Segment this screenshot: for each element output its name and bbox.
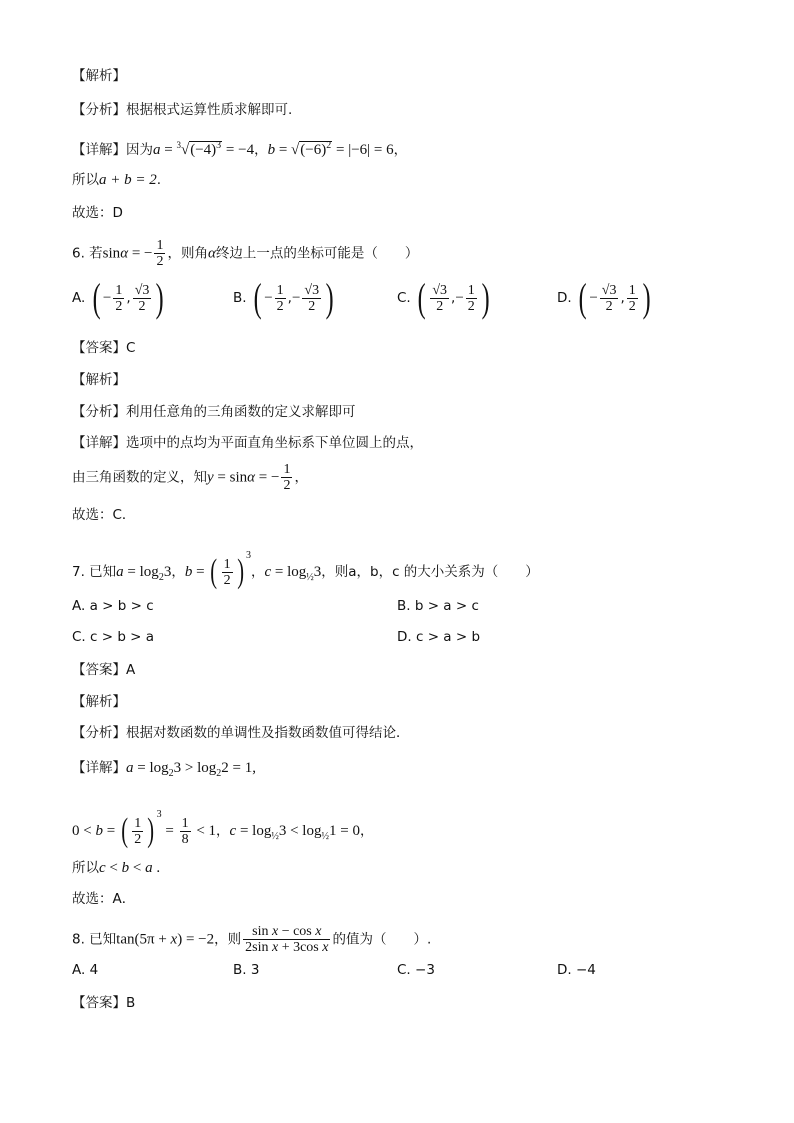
- q8-option-b: B. 3: [233, 962, 260, 978]
- detail-text-q7: 【详解】$a = \log_23 > \log_22 = 1$,: [72, 760, 256, 779]
- q8-prefix: 8. 已知: [72, 931, 117, 948]
- derivation-prefix: 由三角函数的定义，知: [72, 469, 207, 486]
- q7-option-c: C. c > b > a: [72, 629, 155, 645]
- detail-inequality-q7: 0 < b = ( $\frac{1}{2}$ ) $^3$ = $\frac{1}{8}$ < 1，$c = \log_{\frac{1}{2}}3 < \log_{\frac{1}{2}}1 = 0$，: [72, 809, 374, 849]
- question-6: 6. 若sinα = − $\frac{1}{2}$ ，则角α终边上一点的坐标可能是（ ）: [72, 238, 419, 269]
- detail-text-q5: 【详解】因为$a = ^3√(-4)^3 = -4$，$b = √(-6)^2 = |-6| = 6$，: [72, 140, 408, 158]
- detail-text-q6: 【详解】选项中的点均为平面直角坐标系下单位圆上的点，: [72, 435, 423, 451]
- q8-option-d: D. −4: [557, 962, 596, 978]
- question-7: 7. 已知$a = \log_23$，b = ( $\frac{1}{2}$ ) $^3$，$c = \log_{\frac{1}{2}}3$，则a，b，c 的大小关系为（ ）: [72, 550, 539, 590]
- q7-prefix: 7. 已知: [72, 564, 117, 580]
- q7-post: ，则a，b，c 的大小关系为（ ）: [321, 564, 539, 580]
- q6-post: 终边上一点的坐标可能是（ ）: [215, 245, 419, 262]
- analysis-text-q5: 【分析】根据根式运算性质求解即可.: [72, 102, 293, 118]
- section-label-analysis-q7: 【解析】: [72, 694, 126, 710]
- q7-option-d: D. c > a > b: [397, 629, 481, 645]
- answer-q8: 【答案】B: [72, 995, 136, 1011]
- conclusion-q7: 所以c < b < a .: [72, 860, 161, 876]
- q6-mid: ，则角: [167, 245, 208, 262]
- analysis-text-q6: 【分析】利用任意角的三角函数的定义求解即可: [72, 404, 356, 420]
- conclusion-q7-prefix: 所以: [72, 860, 99, 876]
- conclusion-post: .: [156, 172, 162, 188]
- conclusion-q5: [72, 170, 161, 190]
- section-label-analysis-q6: 【解析】: [72, 372, 126, 388]
- detail-math: a: [153, 142, 161, 158]
- q7-option-a: A. a > b > c: [72, 598, 154, 614]
- choice-q5: 故选：D: [72, 205, 123, 221]
- detail-q7-prefix: 【详解】: [72, 760, 126, 776]
- q6-option-b: B. ( − $\frac{1}{2}$ ,− $\frac{√3}{2}$ ): [233, 275, 334, 320]
- question-8: 8. 已知tan(5π + x) = −2，则 $\frac{\text{sin x − cos x}}{\text{2sin x + 3cos x}}$ 的值为（ ）.: [72, 924, 432, 955]
- q8-option-c: C. −3: [397, 962, 435, 978]
- q6-option-a: A. ( − $\frac{1}{2}$ , $\frac{√3}{2}$ ): [72, 275, 165, 320]
- section-label-analysis: 【解析】: [72, 68, 126, 84]
- conclusion-prefix: 所以: [72, 172, 99, 188]
- q6-prefix: 6. 若: [72, 245, 103, 262]
- answer-q7: 【答案】A: [72, 662, 136, 678]
- q6-option-c: C. ( $\frac{√3}{2}$ ,− $\frac{1}{2}$ ): [397, 275, 490, 320]
- conclusion-math: a + b = 2: [99, 172, 157, 188]
- q7-option-b: B. b > a > c: [397, 598, 479, 614]
- choice-q7: 故选：A．: [72, 891, 136, 907]
- choice-q6: 故选：C．: [72, 507, 136, 523]
- q6-option-d: D. ( − $\frac{√3}{2}$ , $\frac{1}{2}$ ): [557, 275, 651, 320]
- analysis-text-q7: 【分析】根据对数函数的单调性及指数函数值可得结论．: [72, 725, 410, 741]
- q8-post: 的值为（ ）.: [332, 931, 432, 948]
- detail-derivation-q6: 由三角函数的定义，知y = sinα = − $\frac{1}{2}$ ，: [72, 462, 308, 493]
- q8-option-a: A. 4: [72, 962, 99, 978]
- detail-prefix: 【详解】因为: [72, 142, 153, 158]
- answer-q6: 【答案】C: [72, 340, 136, 356]
